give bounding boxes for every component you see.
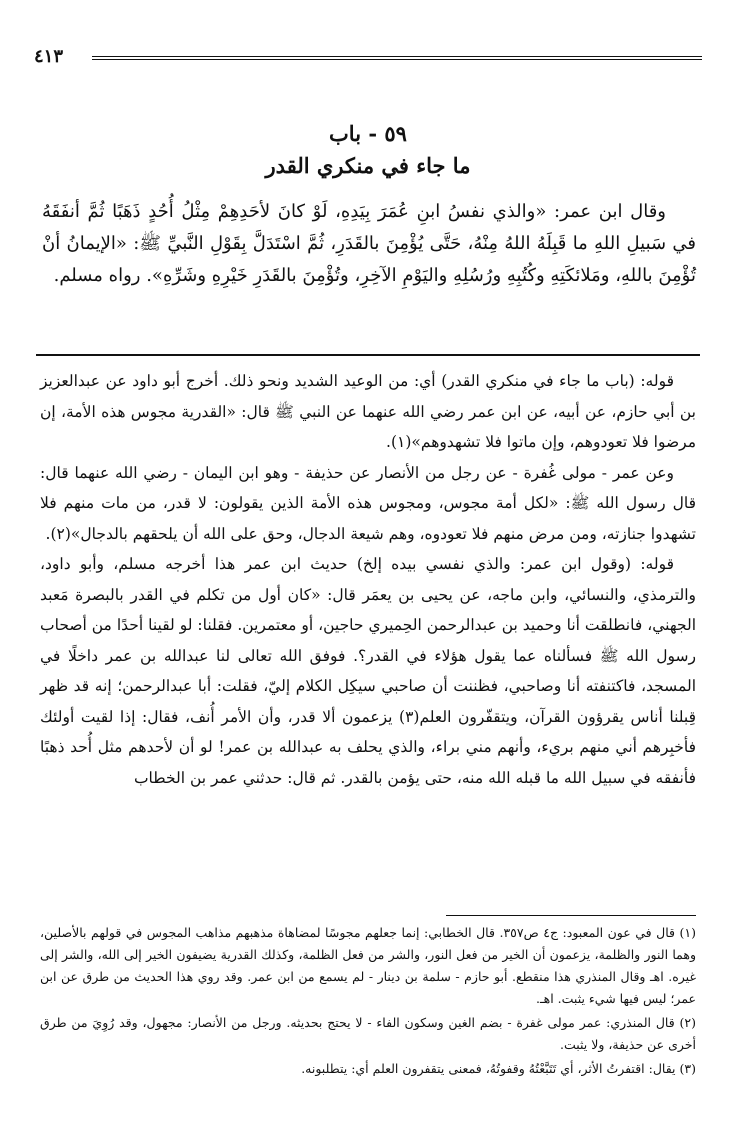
chapter-heading [0, 118, 736, 182]
page-header [34, 46, 702, 68]
section-divider [36, 354, 700, 356]
footnotes-block [40, 922, 696, 1082]
footnote-divider [446, 915, 696, 916]
page-number: ٤١٣ [34, 46, 64, 67]
main-text: وقال ابن عمر: «والذي نفسُ ابنِ عُمَرَ بِيَدِهِ، لَوْ كانَ لأحَدِهِمْ مِثْلُ أُحُدٍ ذَهَبًا ثُمَّ أنفَقَهُ في سَبيلِ اللهِ ما قَبِلَهُ اللهُ مِنْهُ، حَتَّى يُؤْمِنَ بالقَدَرِ، ثُمَّ اسْتَدَلَّ بِقَوْلِ النَّبيِّ ﷺ: «الإيمانُ أنْ تُؤْمِنَ باللهِ، ومَلائكَتِهِ وكُتُبِهِ ورُسُلِهِ واليَوْمِ الآخِرِ، وتُؤْمِنَ بالقَدَرِ خَيْرِهِ وشَرِّهِ». رواه مسلم. [42, 201, 696, 286]
main-text-block [42, 196, 696, 292]
commentary-paragraph: قوله: (باب ما جاء في منكري القدر) أي: من الوعيد الشديد ونحو ذلك. أخرج أبو داود عن عبدالعزيز بن أبي حازم، عن أبيه، عن ابن عمر رضي الله عنهما عن النبي ﷺ قال: «القدرية مجوس هذه الأمة، إن مرضوا فلا تعودوهم، وإن ماتوا فلا تشهدوهم»(١). [40, 372, 696, 451]
footnote: (٢) قال المنذري: عمر مولى غفرة - بضم الغين وسكون الفاء - لا يحتج بحديثه. ورجل من الأنصار: مجهول، وقد رُوِيَ من طرق أخرى عن حذيفة، ولا يثبت. [40, 1015, 696, 1052]
header-rule [92, 56, 702, 60]
commentary-paragraph: وعن عمر - مولى غُفرة - عن رجل من الأنصار عن حذيفة - وهو ابن اليمان - رضي الله عنهما قال: قال رسول الله ﷺ: «لكل أمة مجوس، ومجوس هذه الأمة الذين يقولون: لا قدر، من مات منهم فلا تشهدوا جنازته، ومن مرض منهم فلا تعودوه، وهم شيعة الدجال، وحق على الله أن يلحقهم بالدجال»(٢). [40, 463, 696, 543]
chapter-title: ما جاء في منكري القدر [265, 153, 471, 178]
commentary-block [40, 366, 696, 793]
commentary-paragraph: قوله: (وقول ابن عمر: والذي نفسي بيده إلخ) حديث ابن عمر هذا أخرجه مسلم، وأبو داود، والترمذي، والنسائي، وابن ماجه، عن يحيى بن يعمَر قال: «كان أول من تكلم في القدر بالبصرة مَعبد الجهني، فانطلقت أنا وحميد بن عبدالرحمن الحِميري حاجين، أو معتمرين. فقلنا: لو لقينا أحدًا من أصحاب رسول الله ﷺ فسألناه عما يقول هؤلاء في القدر؟. فوفق الله تعالى لنا عبدالله بن عمر داخلًا في المسجد، فاكتنفته أنا وصاحبي، فظننت أن صاحبي سيكِل الكلام إليّ، فقلت: أبا عبدالرحمن؛ إنه قد ظهر قِبلنا أناس يقرؤون القرآن، ويتقفّرون العلم(٣) يزعمون ألا قدر، وأن الأمر أُنف، فقال: إذا لقيت أولئك فأخبِرهم أني منهم بريء، وأنهم مني براء، والذي يحلف به عبدالله بن عمر! لو أن لأحدهم مثل أُحد ذهبًا فأنفقه في سبيل الله ما قبله الله منه، حتى يؤمن بالقدر. ثم قال: حدثني عمر بن الخطاب [40, 555, 696, 787]
footnote: (١) قال في عون المعبود: ج٤ ص٣٥٧. قال الخطابي: إنما جعلهم مجوسًا لمضاهاة مذهبهم مذاهب المجوس في قولهم بالأصلين، وهما النور والظلمة، يزعمون أن الخير من فعل النور، والشر من فعل الظلمة، وكذلك القدرية يضيفون الخير إلى الله، والشر إلى غيره. اهـ وقال المنذري هذا منقطع. أبو حازم - سلمة بن دينار - لم يسمع من ابن عمر. وقد روي هذا الحديث من طرق عن ابن عمر؛ ليس فيها شيء يثبت. اهـ. [40, 925, 697, 1006]
footnote: (٣) يقال: اقتفرتُ الأثر، أي تَتَبَّعْتُهُ وقفوتُهُ، فمعنى يتقفرون العلم أي: يتطلبونه. [301, 1061, 696, 1076]
chapter-number: ٥٩ - باب [329, 121, 407, 146]
